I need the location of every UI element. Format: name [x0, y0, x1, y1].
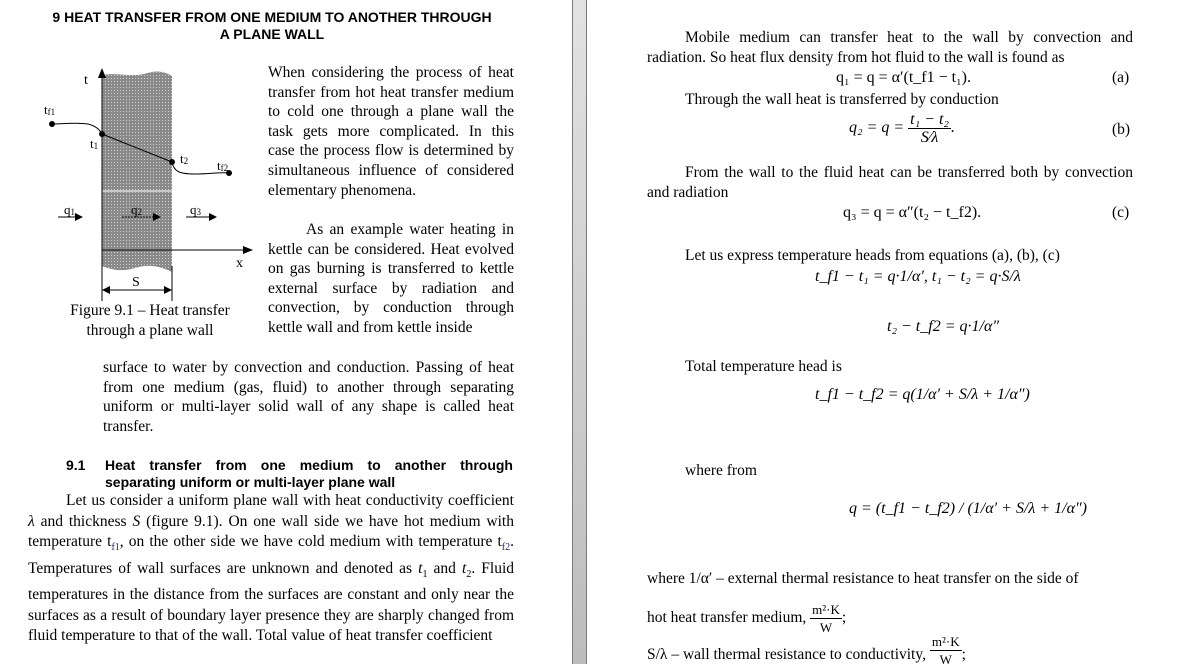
label-tf1: tf1	[44, 102, 56, 117]
paragraph-where-from: where from	[685, 462, 757, 479]
paragraph-uniform-wall: Let us consider a uniform plane wall with heat conductivity coefficient λ and thickness S (figure 9.1). On one wall side we have hot medium with temperature $t_{f1}$, on the other side we have cold medium with temperature $t_{f2}$. Temperatures of wall surfaces are unknown and denoted as $t_1$ and $t_2$. Fluid temperatures in the distance from the surfaces are constant and only near the surfaces as a result of boundary layer presence they are sharply changed from fluid temperature to that of the wall. Total value of heat transfer coefficient	[28, 492, 514, 644]
x-axis-arrow	[243, 246, 253, 254]
equation-c: q₃ = q = α″(t₂ − t_f2).	[843, 204, 982, 221]
label-q2: q2	[131, 202, 142, 217]
paragraph-resistance-hot-cont: hot heat transfer medium, $\frac{\text{m²·K}}{W}$ ;	[647, 602, 847, 635]
equation-a: q₁ = q = α′(t_f1 − t₁).	[836, 69, 971, 86]
equation-a-label: (a)	[1112, 69, 1130, 86]
figure-caption-line1: Figure 9.1 – Heat transfer	[70, 302, 230, 319]
point-t2	[169, 159, 175, 165]
figure-caption-line2: through a plane wall	[86, 321, 214, 339]
equation-c-label: (c)	[1112, 204, 1130, 221]
point-t1	[99, 131, 105, 137]
equation-d1: t_f1 − t₁ = q·1/α′, t₁ − t₂ = q·S/λ	[815, 268, 1021, 285]
label-thickness: S	[132, 275, 140, 290]
figure-plane-wall	[30, 66, 262, 302]
equation-b-label: (b)	[1112, 121, 1131, 138]
label-tf2: tf2	[217, 158, 229, 173]
page-divider-scrollbar[interactable]	[572, 0, 587, 664]
paragraph-kettle-example-cont: surface to water by convection and conduction. Passing of heat from one medium (gas, fluid) to another through separating uniform or multi-layer solid wall of any shape is called heat transfer.	[103, 359, 514, 435]
figure-caption	[40, 301, 260, 340]
section-title: Heat transfer from one medium to another through separating uniform or multi-layer plane wall	[105, 457, 513, 490]
right-page	[587, 0, 1201, 664]
unit-fraction-1: $\frac{\text{m²·K}}{W}$	[812, 602, 840, 635]
equation-d2: t₂ − t_f2 = q·1/α″	[887, 318, 999, 335]
chapter-title-line1: 9 HEAT TRANSFER FROM ONE MEDIUM TO ANOTHER THROUGH	[52, 9, 492, 25]
chapter-title-line2: A PLANE WALL	[219, 26, 325, 42]
t-axis-arrow	[98, 68, 106, 78]
left-page	[0, 0, 572, 664]
paragraph-total-head: Total temperature head is	[685, 358, 842, 375]
paragraph-intro: When considering the process of heat transfer from hot heat transfer medium to cold one through a plane wall the task gets more complicated. In this case the process flow is determined by simultaneous influence of considered elementary phenomena.	[268, 64, 514, 199]
wall-section	[102, 72, 172, 272]
paragraph-conduction: Through the wall heat is transferred by conduction	[685, 91, 999, 108]
equation-e: t_f1 − t_f2 = q(1/α′ + S/λ + 1/α″)	[815, 386, 1030, 403]
paragraph-mobile-medium: Mobile medium can transfer heat to the wall by convection and radiation. So heat flux density from hot fluid to the wall is found as	[647, 29, 1133, 66]
section-number: 9.1	[66, 457, 86, 473]
label-t-axis: t	[84, 73, 88, 88]
chapter-title	[20, 9, 524, 43]
equation-b: q₂ = q = $\frac{\text{t₁ − t₂}}{S⁄\lambda}$ .	[849, 111, 955, 146]
unit-fraction-2: $\frac{\text{m²·K}}{W}$	[931, 634, 960, 664]
temperature-curve-hot	[52, 123, 102, 134]
label-t2: t2	[180, 151, 189, 166]
label-q1: q1	[64, 202, 75, 217]
wall-light-band	[102, 190, 172, 192]
paragraph-wall-resistance: S/λ – wall thermal resistance to conductivity, $\frac{\text{m²·K}}{W}$ ;	[647, 645, 966, 664]
point-tf1	[49, 121, 55, 127]
paragraph-resistance-hot: where 1/α′ – external thermal resistance to heat transfer on the side of	[647, 570, 1079, 587]
label-x-axis: x	[236, 256, 243, 271]
paragraph-temperature-heads: Let us express temperature heads from equations (a), (b), (c)	[685, 247, 1060, 264]
label-q3: q3	[190, 202, 201, 217]
paragraph-wall-to-fluid: From the wall to the fluid heat can be transferred both by convection and radiation	[647, 164, 1133, 201]
equation-f: q = (t_f1 − t_f2) / (1/α′ + S/λ + 1/α″)	[849, 500, 1087, 517]
paragraph-kettle-example: As an example water heating in kettle can be considered. Heat evolved on gas burning is transferred to kettle external surface by radiation and convection, by conduction through kettle wall and from kettle inside	[268, 221, 514, 336]
label-t1: t1	[90, 136, 99, 151]
